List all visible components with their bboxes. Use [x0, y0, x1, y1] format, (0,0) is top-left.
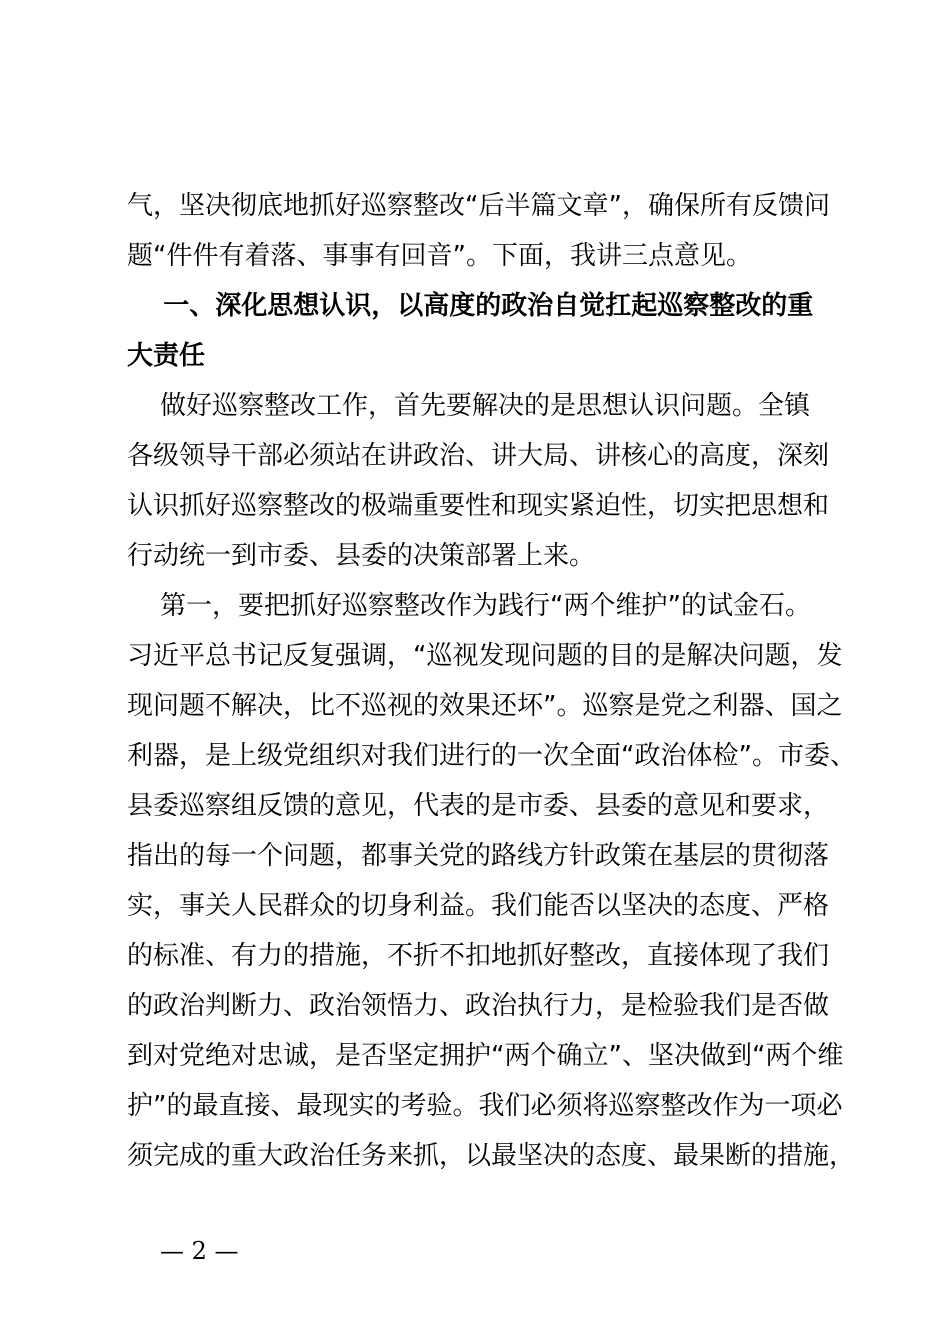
body-line: 县委巡察组反馈的意见，代表的是市委、县委的意见和要求，	[127, 791, 830, 821]
body-line: 护”的最直接、最现实的考验。我们必须将巡察整改作为一项必	[127, 1091, 843, 1121]
body-line: 认识抓好巡察整改的极端重要性和现实紧迫性，切实把思想和	[127, 491, 830, 521]
body-line: 做好巡察整改工作，首先要解决的是思想认识问题。全镇	[127, 391, 811, 421]
body-line: 的政治判断力、政治领悟力、政治执行力，是检验我们是否做	[127, 991, 830, 1021]
section-heading-line: 一、深化思想认识，以高度的政治自觉扛起巡察整改的重	[127, 291, 814, 321]
body-line: 各级领导干部必须站在讲政治、讲大局、讲核心的高度，深刻	[127, 441, 830, 471]
section-heading-line: 大责任	[127, 341, 206, 371]
body-line: 气，坚决彻底地抓好巡察整改“后半篇文章”，确保所有反馈问	[127, 191, 830, 221]
body-line: 须完成的重大政治任务来抓，以最坚决的态度、最果断的措施，	[127, 1141, 856, 1171]
body-line: 实，事关人民群众的切身利益。我们能否以坚决的态度、严格	[127, 891, 830, 921]
body-line: 第一，要把抓好巡察整改作为践行“两个维护”的试金石。	[127, 591, 811, 621]
body-line: 到对党绝对忠诚，是否坚定拥护“两个确立”、坚决做到“两个维	[127, 1041, 844, 1071]
page-number: — 2 —	[160, 1237, 239, 1265]
body-line: 利器，是上级党组织对我们进行的一次全面“政治体检”。市委、	[127, 741, 856, 771]
body-line: 现问题不解决，比不巡视的效果还坏”。巡察是党之利器、国之	[127, 691, 843, 721]
body-line: 题“件件有着落、事事有回音”。下面，我讲三点意见。	[127, 241, 752, 271]
body-line: 习近平总书记反复强调，“巡视发现问题的目的是解决问题，发	[127, 641, 843, 671]
body-line: 指出的每一个问题，都事关党的路线方针政策在基层的贯彻落	[127, 841, 830, 871]
body-line: 行动统一到市委、县委的决策部署上来。	[127, 541, 596, 571]
body-line: 的标准、有力的措施，不折不扣地抓好整改，直接体现了我们	[127, 941, 830, 971]
